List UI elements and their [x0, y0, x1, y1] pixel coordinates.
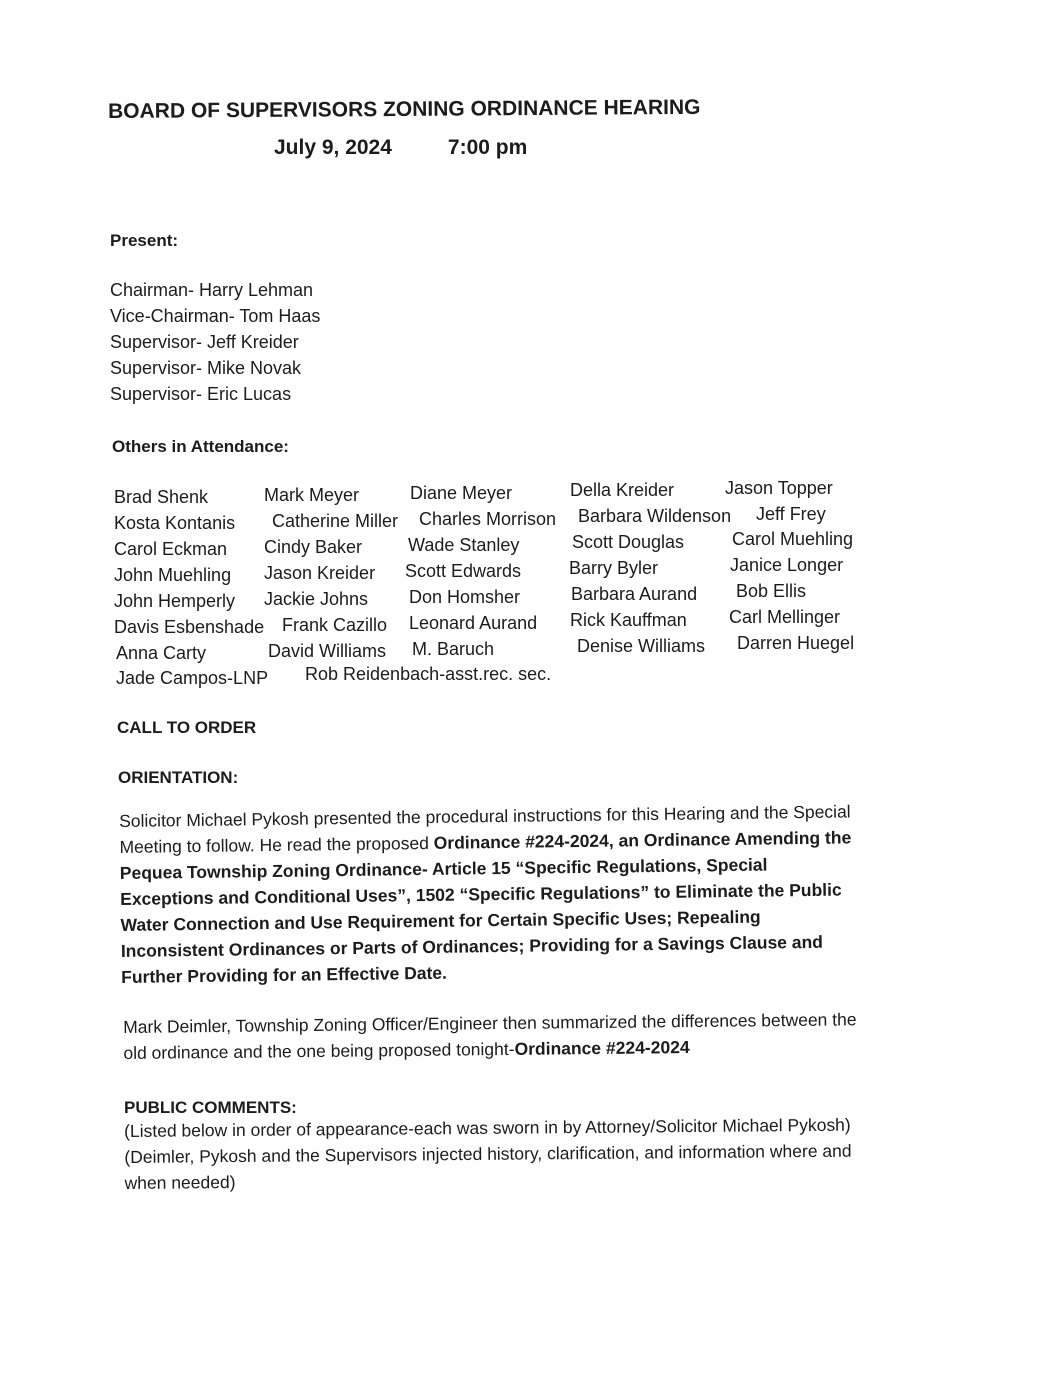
summary-paragraph: [123, 1006, 857, 1066]
attendee-name: Diane Meyer: [410, 483, 513, 503]
present-member: Vice-Chairman- Tom Haas: [110, 306, 321, 326]
orientation-heading: ORIENTATION:: [118, 768, 239, 787]
attendee-name: Leonard Aurand: [409, 613, 538, 633]
attendee-name: Barbara Aurand: [571, 584, 698, 604]
attendee-name: Frank Cazillo: [282, 615, 388, 635]
attendee-name: Carl Mellinger: [729, 607, 841, 627]
attendee-name: Cindy Baker: [264, 537, 363, 557]
attendee-name: Jackie Johns: [264, 589, 369, 609]
attendee-name: Della Kreider: [570, 480, 675, 500]
paragraph-line: when needed): [124, 1172, 236, 1193]
attendee-name: Brad Shenk: [114, 487, 209, 507]
attendee-name: Charles Morrison: [419, 509, 557, 529]
attendee-name: Darren Huegel: [737, 633, 855, 653]
ordinance-title-line: Inconsistent Ordinances or Parts of Ordinances; Providing for a Savings Clause and: [120, 931, 824, 961]
attendee-name: Jeff Frey: [756, 504, 826, 524]
attendee-name: Barry Byler: [569, 558, 659, 578]
attendee-name: Jason Topper: [725, 478, 833, 498]
public-comments-heading: PUBLIC COMMENTS:: [124, 1098, 297, 1117]
attendee-name: Barbara Wildenson: [578, 506, 732, 526]
attendee-name: Jade Campos-LNP: [116, 668, 269, 688]
attendee-name: M. Baruch: [412, 639, 495, 659]
attendee-name: Catherine Miller: [272, 511, 399, 531]
present-member: Chairman- Harry Lehman: [110, 280, 314, 300]
ordinance-title-line: Water Connection and Use Requirement for Certain Specific Uses; Repealing: [120, 906, 761, 935]
attendee-name: David Williams: [268, 641, 387, 661]
ordinance-title: Ordinance #224-2024, an Ordinance Amending the: [433, 827, 852, 853]
attendee-name: Rob Reidenbach-asst.rec. sec.: [305, 664, 552, 684]
attendee-name: Wade Stanley: [408, 535, 520, 555]
attendee-name: Rick Kauffman: [570, 610, 687, 630]
paragraph-text: old ordinance and the one being proposed tonight-: [123, 1038, 515, 1063]
ordinance-title-line: Further Providing for an Effective Date.: [121, 962, 448, 987]
attendee-name: Janice Longer: [730, 555, 844, 575]
attendee-name: John Hemperly: [114, 591, 236, 611]
attendee-name: Scott Douglas: [572, 532, 685, 552]
attendee-name: Mark Meyer: [264, 485, 360, 505]
attendee-name: Denise Williams: [577, 636, 706, 656]
orientation-paragraph: [119, 798, 853, 990]
document-title: BOARD OF SUPERVISORS ZONING ORDINANCE HEARING: [108, 95, 701, 123]
attendee-name: John Muehling: [114, 565, 232, 585]
attendee-name: Kosta Kontanis: [114, 513, 236, 533]
meeting-datetime: [274, 136, 527, 160]
present-member: Supervisor- Mike Novak: [110, 358, 302, 378]
call-to-order-heading: CALL TO ORDER: [117, 718, 257, 737]
meeting-date: July 9, 2024: [274, 136, 392, 159]
attendee-name: Carol Muehling: [732, 529, 854, 549]
public-comments-note: [124, 1112, 852, 1196]
present-member: Supervisor- Eric Lucas: [110, 384, 292, 404]
ordinance-title-line: Pequea Township Zoning Ordinance- Article 15 “Specific Regulations, Special: [119, 854, 768, 883]
present-member: Supervisor- Jeff Kreider: [110, 332, 299, 352]
attendee-name: Davis Esbenshade: [114, 617, 265, 637]
paragraph-line: (Listed below in order of appearance-each was sworn in by Attorney/Solicitor Michael Pykosh): [124, 1114, 851, 1141]
present-heading: Present:: [110, 231, 179, 250]
attendee-name: Anna Carty: [116, 643, 207, 663]
attendee-name: Jason Kreider: [264, 563, 376, 583]
paragraph-line: Solicitor Michael Pykosh presented the procedural instructions for this Hearing and the Special: [119, 801, 851, 831]
others-heading: Others in Attendance:: [112, 437, 289, 456]
meeting-time: 7:00 pm: [447, 136, 528, 159]
ordinance-number: Ordinance #224-2024: [514, 1037, 690, 1059]
attendee-name: Carol Eckman: [114, 539, 228, 559]
paragraph-text: Meeting to follow. He read the proposed: [119, 832, 434, 857]
paragraph-line: (Deimler, Pykosh and the Supervisors injected history, clarification, and information where and: [124, 1140, 852, 1167]
attendee-name: Bob Ellis: [736, 581, 807, 601]
paragraph-line: Mark Deimler, Township Zoning Officer/Engineer then summarized the differences between the: [123, 1009, 857, 1037]
ordinance-title-line: Exceptions and Conditional Uses”, 1502 “Specific Regulations” to Eliminate the Public: [120, 879, 842, 909]
attendee-name: Don Homsher: [409, 587, 521, 607]
attendee-name: Scott Edwards: [405, 561, 522, 581]
